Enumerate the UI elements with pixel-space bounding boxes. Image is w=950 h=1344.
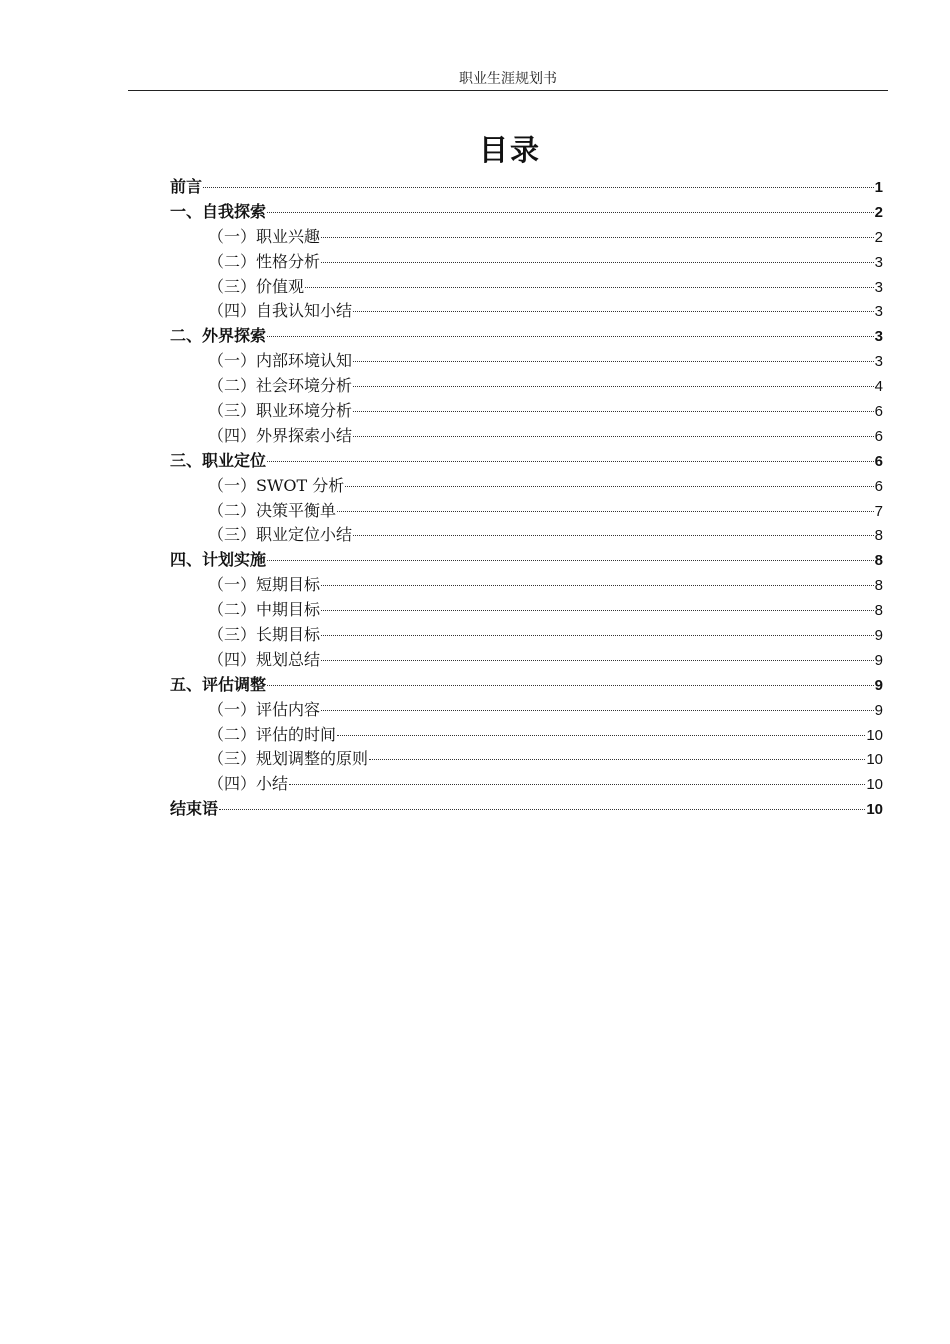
toc-section-entry[interactable] bbox=[170, 474, 883, 499]
toc-dot-leader bbox=[345, 486, 873, 487]
toc-page-number: 10 bbox=[866, 751, 883, 769]
toc-entry-label: （三）职业定位小结 bbox=[208, 525, 353, 545]
toc-dot-leader bbox=[353, 436, 874, 437]
toc-dot-leader bbox=[337, 511, 874, 512]
toc-entry-label: （一）评估内容 bbox=[208, 699, 321, 719]
toc-entry-label: 结束语 bbox=[170, 799, 219, 819]
toc-entry-label: （四）外界探索小结 bbox=[208, 425, 353, 445]
toc-entry-label: 四、计划实施 bbox=[170, 550, 267, 570]
toc-dot-leader bbox=[321, 660, 874, 661]
toc-section-entry[interactable] bbox=[170, 747, 883, 772]
toc-entry-label: （一）短期目标 bbox=[208, 575, 321, 595]
toc-entry-label: 三、职业定位 bbox=[170, 450, 267, 470]
toc-section-entry[interactable] bbox=[170, 623, 883, 648]
toc-section-entry[interactable] bbox=[170, 225, 883, 250]
toc-page-number: 1 bbox=[874, 179, 883, 196]
toc-dot-leader bbox=[337, 735, 865, 736]
toc-entry-label: （二）中期目标 bbox=[208, 600, 321, 620]
toc-dot-leader bbox=[369, 759, 865, 760]
toc-entry-label: （三）价值观 bbox=[208, 276, 305, 296]
toc-section-entry[interactable] bbox=[170, 648, 883, 673]
toc-entry-label: （三）长期目标 bbox=[208, 625, 321, 645]
toc-entry-label: （四）规划总结 bbox=[208, 649, 321, 669]
toc-page-number: 8 bbox=[874, 552, 883, 570]
toc-chapter-entry[interactable] bbox=[170, 673, 883, 698]
toc-entry-label: （一）职业兴趣 bbox=[208, 226, 321, 246]
toc-section-entry[interactable] bbox=[170, 698, 883, 723]
toc-section-entry[interactable] bbox=[170, 424, 883, 449]
toc-entry-label: （一）内部环境认知 bbox=[208, 351, 353, 371]
toc-dot-leader bbox=[353, 386, 874, 387]
page-header bbox=[128, 68, 888, 91]
toc-dot-leader bbox=[321, 710, 874, 711]
toc-entry-label: （二）决策平衡单 bbox=[208, 500, 337, 520]
toc-section-entry[interactable] bbox=[170, 573, 883, 598]
toc-section-entry[interactable] bbox=[170, 399, 883, 424]
toc-entry-label: 二、外界探索 bbox=[170, 326, 267, 346]
toc-page-number: 8 bbox=[874, 577, 883, 595]
toc-chapter-entry[interactable] bbox=[170, 449, 883, 474]
toc-page-number: 10 bbox=[866, 776, 883, 794]
toc-page-number: 8 bbox=[874, 527, 883, 545]
toc-page-number: 2 bbox=[874, 228, 883, 246]
toc-entry-label: 前言 bbox=[170, 177, 203, 196]
toc-page-number: 3 bbox=[874, 353, 883, 371]
toc-chapter-entry[interactable] bbox=[170, 175, 883, 200]
toc-section-entry[interactable] bbox=[170, 523, 883, 548]
toc-dot-leader bbox=[321, 635, 874, 636]
toc-section-entry[interactable] bbox=[170, 299, 883, 324]
toc-page-number: 6 bbox=[874, 452, 883, 470]
toc-entry-label: 一、自我探索 bbox=[170, 201, 267, 221]
toc-page-number: 7 bbox=[874, 502, 883, 520]
toc-page-number: 3 bbox=[874, 278, 883, 296]
toc-entry-label: （二）性格分析 bbox=[208, 251, 321, 271]
toc-page-number: 6 bbox=[874, 427, 883, 445]
toc-page-number: 9 bbox=[874, 701, 883, 719]
toc-section-entry[interactable] bbox=[170, 349, 883, 374]
toc-page-number: 9 bbox=[874, 651, 883, 669]
toc-page-number: 4 bbox=[874, 378, 883, 396]
toc-entry-label: （三）职业环境分析 bbox=[208, 401, 353, 421]
toc-dot-leader bbox=[353, 411, 874, 412]
toc-entry-label: （三）规划调整的原则 bbox=[208, 749, 369, 769]
toc-title: 目录 bbox=[478, 133, 541, 167]
toc-page-number: 6 bbox=[874, 403, 883, 421]
toc-page-number: 2 bbox=[874, 203, 883, 221]
toc-dot-leader bbox=[267, 685, 874, 686]
toc-dot-leader bbox=[353, 361, 874, 362]
toc-page-number: 3 bbox=[874, 303, 883, 321]
toc-page-number: 10 bbox=[866, 801, 883, 819]
toc-section-entry[interactable] bbox=[170, 275, 883, 300]
toc-page-number: 9 bbox=[874, 676, 883, 694]
toc-dot-leader bbox=[219, 809, 865, 810]
toc-chapter-entry[interactable] bbox=[170, 324, 883, 349]
toc-dot-leader bbox=[267, 336, 874, 337]
toc-entry-label: （二）评估的时间 bbox=[208, 724, 337, 744]
toc-dot-leader bbox=[267, 461, 874, 462]
toc-dot-leader bbox=[289, 784, 865, 785]
toc-section-entry[interactable] bbox=[170, 374, 883, 399]
toc-dot-leader bbox=[321, 262, 874, 263]
toc-page-number: 3 bbox=[874, 328, 883, 346]
table-of-contents bbox=[170, 175, 883, 822]
toc-page-number: 8 bbox=[874, 602, 883, 620]
toc-dot-leader bbox=[305, 287, 874, 288]
toc-entry-label: 五、评估调整 bbox=[170, 674, 267, 694]
toc-chapter-entry[interactable] bbox=[170, 548, 883, 573]
toc-chapter-entry[interactable] bbox=[170, 797, 883, 822]
toc-dot-leader bbox=[267, 560, 874, 561]
toc-chapter-entry[interactable] bbox=[170, 200, 883, 225]
toc-page-number: 9 bbox=[874, 627, 883, 645]
toc-page-number: 10 bbox=[866, 726, 883, 744]
toc-entry-label: （一）SWOT 分析 bbox=[208, 475, 345, 495]
toc-entry-label: （四）小结 bbox=[208, 774, 289, 794]
toc-section-entry[interactable] bbox=[170, 499, 883, 524]
toc-dot-leader bbox=[321, 610, 874, 611]
toc-dot-leader bbox=[321, 237, 874, 238]
toc-dot-leader bbox=[203, 187, 874, 188]
toc-dot-leader bbox=[353, 311, 874, 312]
toc-section-entry[interactable] bbox=[170, 723, 883, 748]
running-title: 职业生涯规划书 bbox=[459, 71, 557, 87]
toc-page-number: 6 bbox=[874, 477, 883, 495]
toc-dot-leader bbox=[321, 585, 874, 586]
toc-page-number: 3 bbox=[874, 253, 883, 271]
toc-entry-label: （四）自我认知小结 bbox=[208, 301, 353, 321]
toc-dot-leader bbox=[353, 535, 874, 536]
toc-section-entry[interactable] bbox=[170, 250, 883, 275]
toc-dot-leader bbox=[267, 212, 874, 213]
toc-section-entry[interactable] bbox=[170, 598, 883, 623]
toc-section-entry[interactable] bbox=[170, 772, 883, 797]
toc-entry-label: （二）社会环境分析 bbox=[208, 376, 353, 396]
